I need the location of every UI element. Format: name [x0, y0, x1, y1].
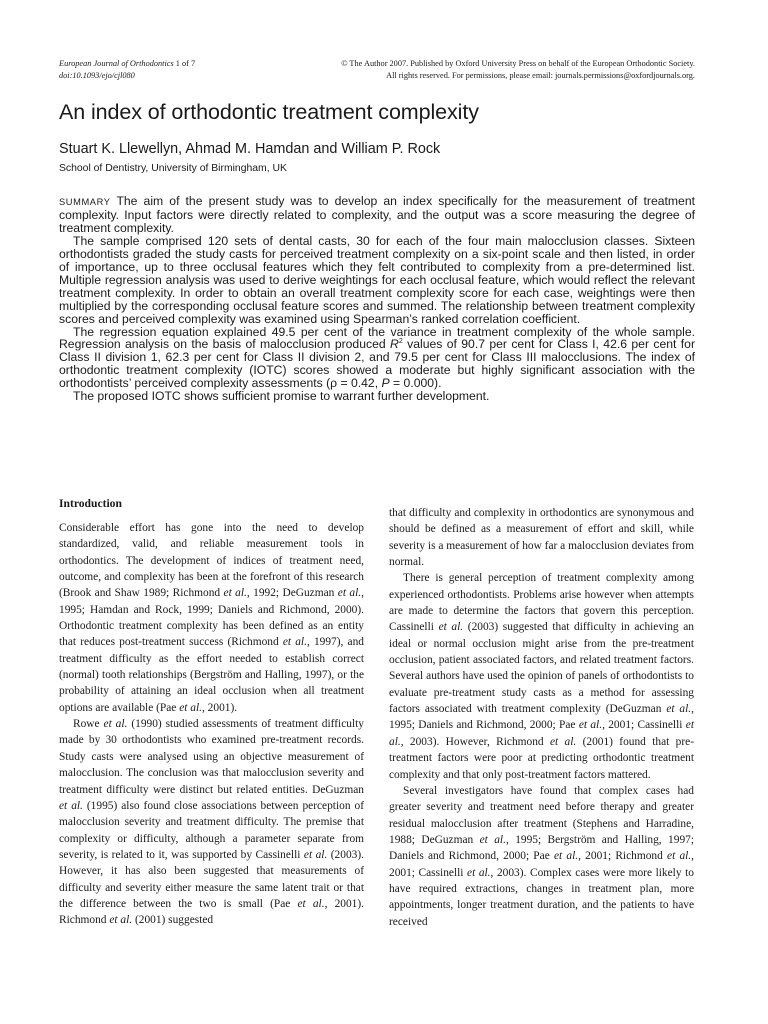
- affiliation: School of Dentistry, University of Birmingham, UK: [59, 163, 287, 174]
- abstract: [59, 195, 695, 403]
- article-title: An index of orthodontic treatment complexity: [59, 100, 479, 124]
- body-column-left: [59, 497, 364, 929]
- body-paragraph: There is general perception of treatment complexity among experienced orthodontists. Problems arise however when attempts are made to determine the factors that govern this perception. Cassinelli et al. (2003) suggested that difficulty in achieving an ideal or normal occlusion might arise from the pre-treatment occlusion, patient associated factors, and related treatment factors. Several authors have used the opinion of panels of orthodontists to evaluate pre-treatment study casts as a method for assessing factors associated with treatment complexity (DeGuzman et al., 1995; Daniels and Richmond, 2000; Pae et al., 2001; Cassinelli et al., 2003). However, Richmond et al. (2001) found that pre-treatment factors were poor at predicting orthodontic treatment complexity and that only post-treatment factors mattered.: [389, 572, 694, 781]
- copyright-notice: © The Author 2007. Published by Oxford University Press on behalf of the European Orthodontic Society.: [341, 59, 695, 68]
- page-indicator: 1 of 7: [175, 59, 196, 68]
- abstract-paragraph: The proposed IOTC shows sufficient promise to warrant further development.: [73, 389, 490, 404]
- author-list: Stuart K. Llewellyn, Ahmad M. Hamdan and William P. Rock: [59, 141, 441, 157]
- section-heading: Introduction: [59, 497, 122, 510]
- summary-label: SUMMARY: [59, 197, 111, 207]
- rights-notice: All rights reserved. For permissions, please email: journals.permissions@oxfordjournals.org.: [386, 71, 695, 80]
- running-header-left: [59, 58, 195, 82]
- journal-name: European Journal of Orthodontics: [59, 59, 174, 68]
- abstract-paragraph: The sample comprised 120 sets of dental casts, 30 for each of the four main malocclusion classes. Sixteen orthodontists graded the study casts for perceived treatment complexity on a six-point scale and then listed, in order of importance, up to three occlusal features which they felt contributed to complexity from a pre-determined list. Multiple regression analysis was used to derive weightings for each occlusal feature, which would reflect the relevant treatment complexity. In order to obtain an overall treatment complexity score for each case, weightings were then multiplied by the corresponding occlusal feature scores and summed. The relationship between treatment complexity scores and perceived complexity was examined using Spearman’s ranked correlation coefficient.: [59, 233, 695, 326]
- body-paragraph: Several investigators have found that complex cases had greater severity and treatment need before therapy and greater residual malocclusion after treatment (Stephens and Harradine, 1988; DeGuzman et al., 1995; Bergström and Halling, 1997; Daniels and Richmond, 2000; Pae et al., 2001; Richmond et al., 2001; Cassinelli et al., 2003). Complex cases were more likely to have required extractions, changes in treatment plan, more appointments, longer treatment duration, and the patients to have received: [389, 784, 695, 928]
- abstract-paragraph: SUMMARY The aim of the present study was to develop an index specifically for the measurement of treatment complexity. Input factors were directly related to complexity, and the output was a score measuring the degree of treatment complexity.: [59, 194, 695, 235]
- abstract-paragraph: The regression equation explained 49.5 per cent of the variance in treatment complexity of the whole sample. Regression analysis on the basis of malocclusion produced $R^2$ values of 90.7 per cent for Class I, 42.6 per cent for Class II division 1, 62.3 per cent for Class II division 2, and 79.5 per cent for Class III malocclusions. The index of orthodontic treatment complexity (IOTC) scores showed a moderate but highly significant association with the orthodontists’ perceived complexity assessments (ρ = 0.42, P = 0.000).: [59, 324, 696, 391]
- body-column-right: [389, 505, 694, 930]
- body-paragraph: Rowe et al. (1990) studied assessments of treatment difficulty made by 30 orthodontists who examined pre-treatment records. Study casts were analysed using an objective measurement of malocclusion. The conclusion was that malocclusion severity and treatment difficulty were distinct but related entities. DeGuzman et al. (1995) also found close associations between perception of malocclusion severity and treatment difficulty. The premise that complexity or difficulty, although a parameter separate from severity, is related to it, was supported by Cassinelli et al. (2003). However, it has also been suggested that measurements of difficulty and severity either measure the same latent trait or that the difference between the two is small (Pae et al., 2001). Richmond et al. (2001) suggested: [59, 718, 364, 927]
- body-paragraph: Considerable effort has gone into the need to develop standardized, valid, and reliable measurement tools in orthodontics. The development of indices of treatment need, outcome, and complexity has been at the forefront of this research (Brook and Shaw 1989; Richmond et al., 1992; DeGuzman et al., 1995; Hamdan and Rock, 1999; Daniels and Richmond, 2000). Orthodontic treatment complexity has been defined as an entity that reduces post-treatment success (Richmond et al., 1997), and treatment difficulty as the effort needed to establish correct (normal) tooth relationships (Bergström and Halling, 1997), or the probability of attaining an ideal occlusion when all treatment options are available (Pae et al., 2001).: [59, 522, 364, 714]
- running-header-right: [341, 58, 695, 82]
- doi: doi:10.1093/ejo/cjl080: [59, 71, 135, 80]
- body-paragraph: that difficulty and complexity in orthodontics are synonymous and should be defined as a measurement of effort and skill, while severity is a measurement of how far a malocclusion deviates from normal.: [389, 507, 694, 569]
